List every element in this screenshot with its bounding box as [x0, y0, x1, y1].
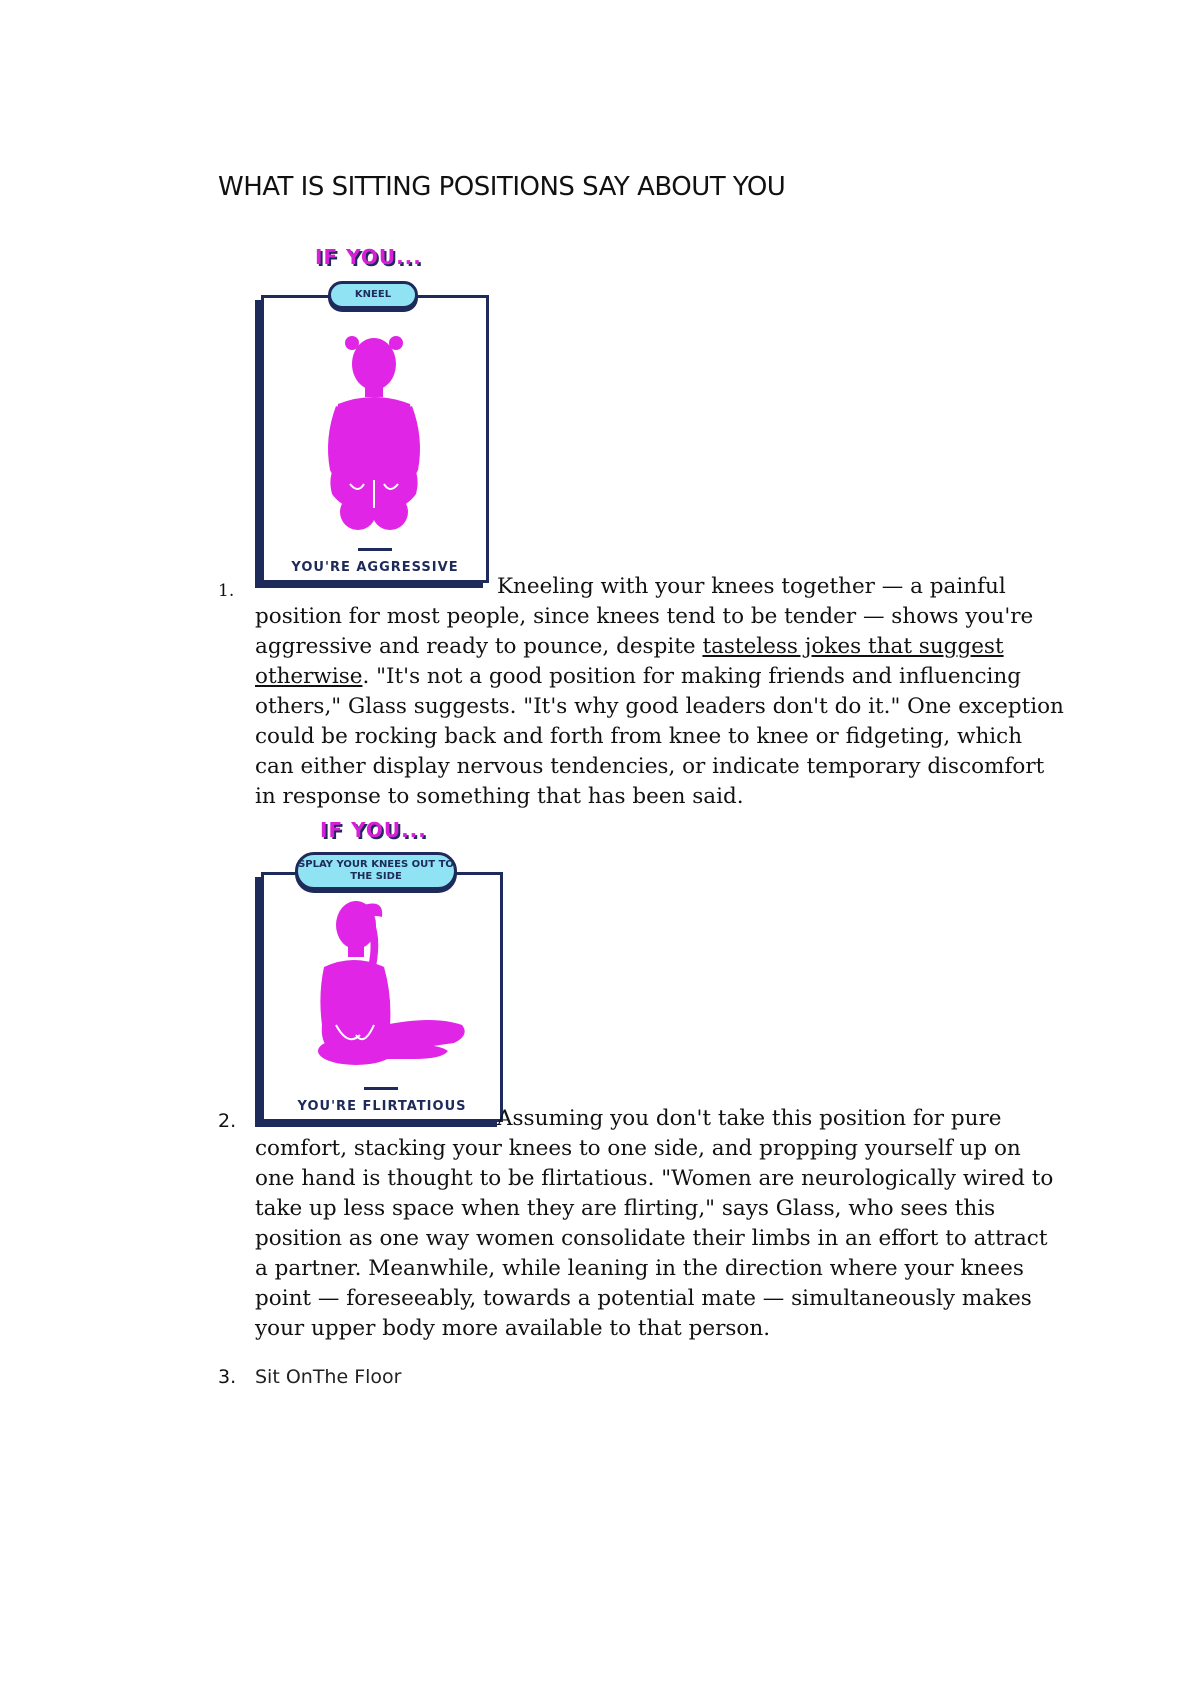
item-2-paragraph: [255, 1104, 1065, 1344]
card-header-1: IF YOU...: [315, 245, 422, 269]
flirting-figure-icon: [264, 875, 500, 1119]
splay-knees-card: [255, 818, 510, 1128]
card-pill-1: KNEEL: [328, 281, 418, 309]
kneel-card: [255, 245, 495, 585]
card-divider-2: [364, 1087, 398, 1090]
kneeling-figure-icon: [264, 298, 486, 580]
card-pill-2: SPLAY YOUR KNEES OUT TO THE SIDE: [295, 852, 457, 890]
card-header-2: IF YOU...: [320, 818, 427, 842]
list-number-1: 1.: [218, 581, 235, 601]
item-1-text-before: Kneeling with your knees together — a painful position for most people, since knees tend to be tender — shows you're aggressive and ready to pounce, despite: [255, 574, 1034, 659]
card-frame-1: [261, 295, 489, 583]
document-title: WHAT IS SITTING POSITIONS SAY ABOUT YOU: [218, 172, 786, 202]
item-1-text-after: . "It's not a good position for making friends and influencing others," Glass suggests. "It's why good leaders don't do it." One exception could be rocking back and forth from knee to knee or fidgeting, which can either display nervous tendencies, or indicate temporary discomfort in response to something that has been said.: [255, 664, 1064, 809]
item-3-text: Sit OnThe Floor: [255, 1366, 402, 1388]
card-result-1: YOU'RE AGGRESSIVE: [291, 560, 459, 575]
list-number-2: 2.: [218, 1110, 237, 1132]
item-2-text: Assuming you don't take this position for pure comfort, stacking your knees to one side, and propping yourself up on one hand is thought to be flirtatious. "Women are neurologically wired to take up less space when they are flirting," says Glass, who sees this position as one way women consolidate their limbs in an effort to attract a partner. Meanwhile, while leaning in the direction where your knees point — foreseeably, towards a potential mate — simultaneously makes your upper body more available to that person.: [255, 1106, 1054, 1341]
card-frame-2: [261, 872, 503, 1122]
card-divider-1: [358, 548, 392, 551]
list-number-3: 3.: [218, 1366, 237, 1388]
tasteless-jokes-link[interactable]: tasteless jokes that suggest otherwise: [255, 634, 1004, 689]
card-result-2: YOU'RE FLIRTATIOUS: [297, 1099, 467, 1114]
item-1-paragraph: [255, 572, 1065, 812]
